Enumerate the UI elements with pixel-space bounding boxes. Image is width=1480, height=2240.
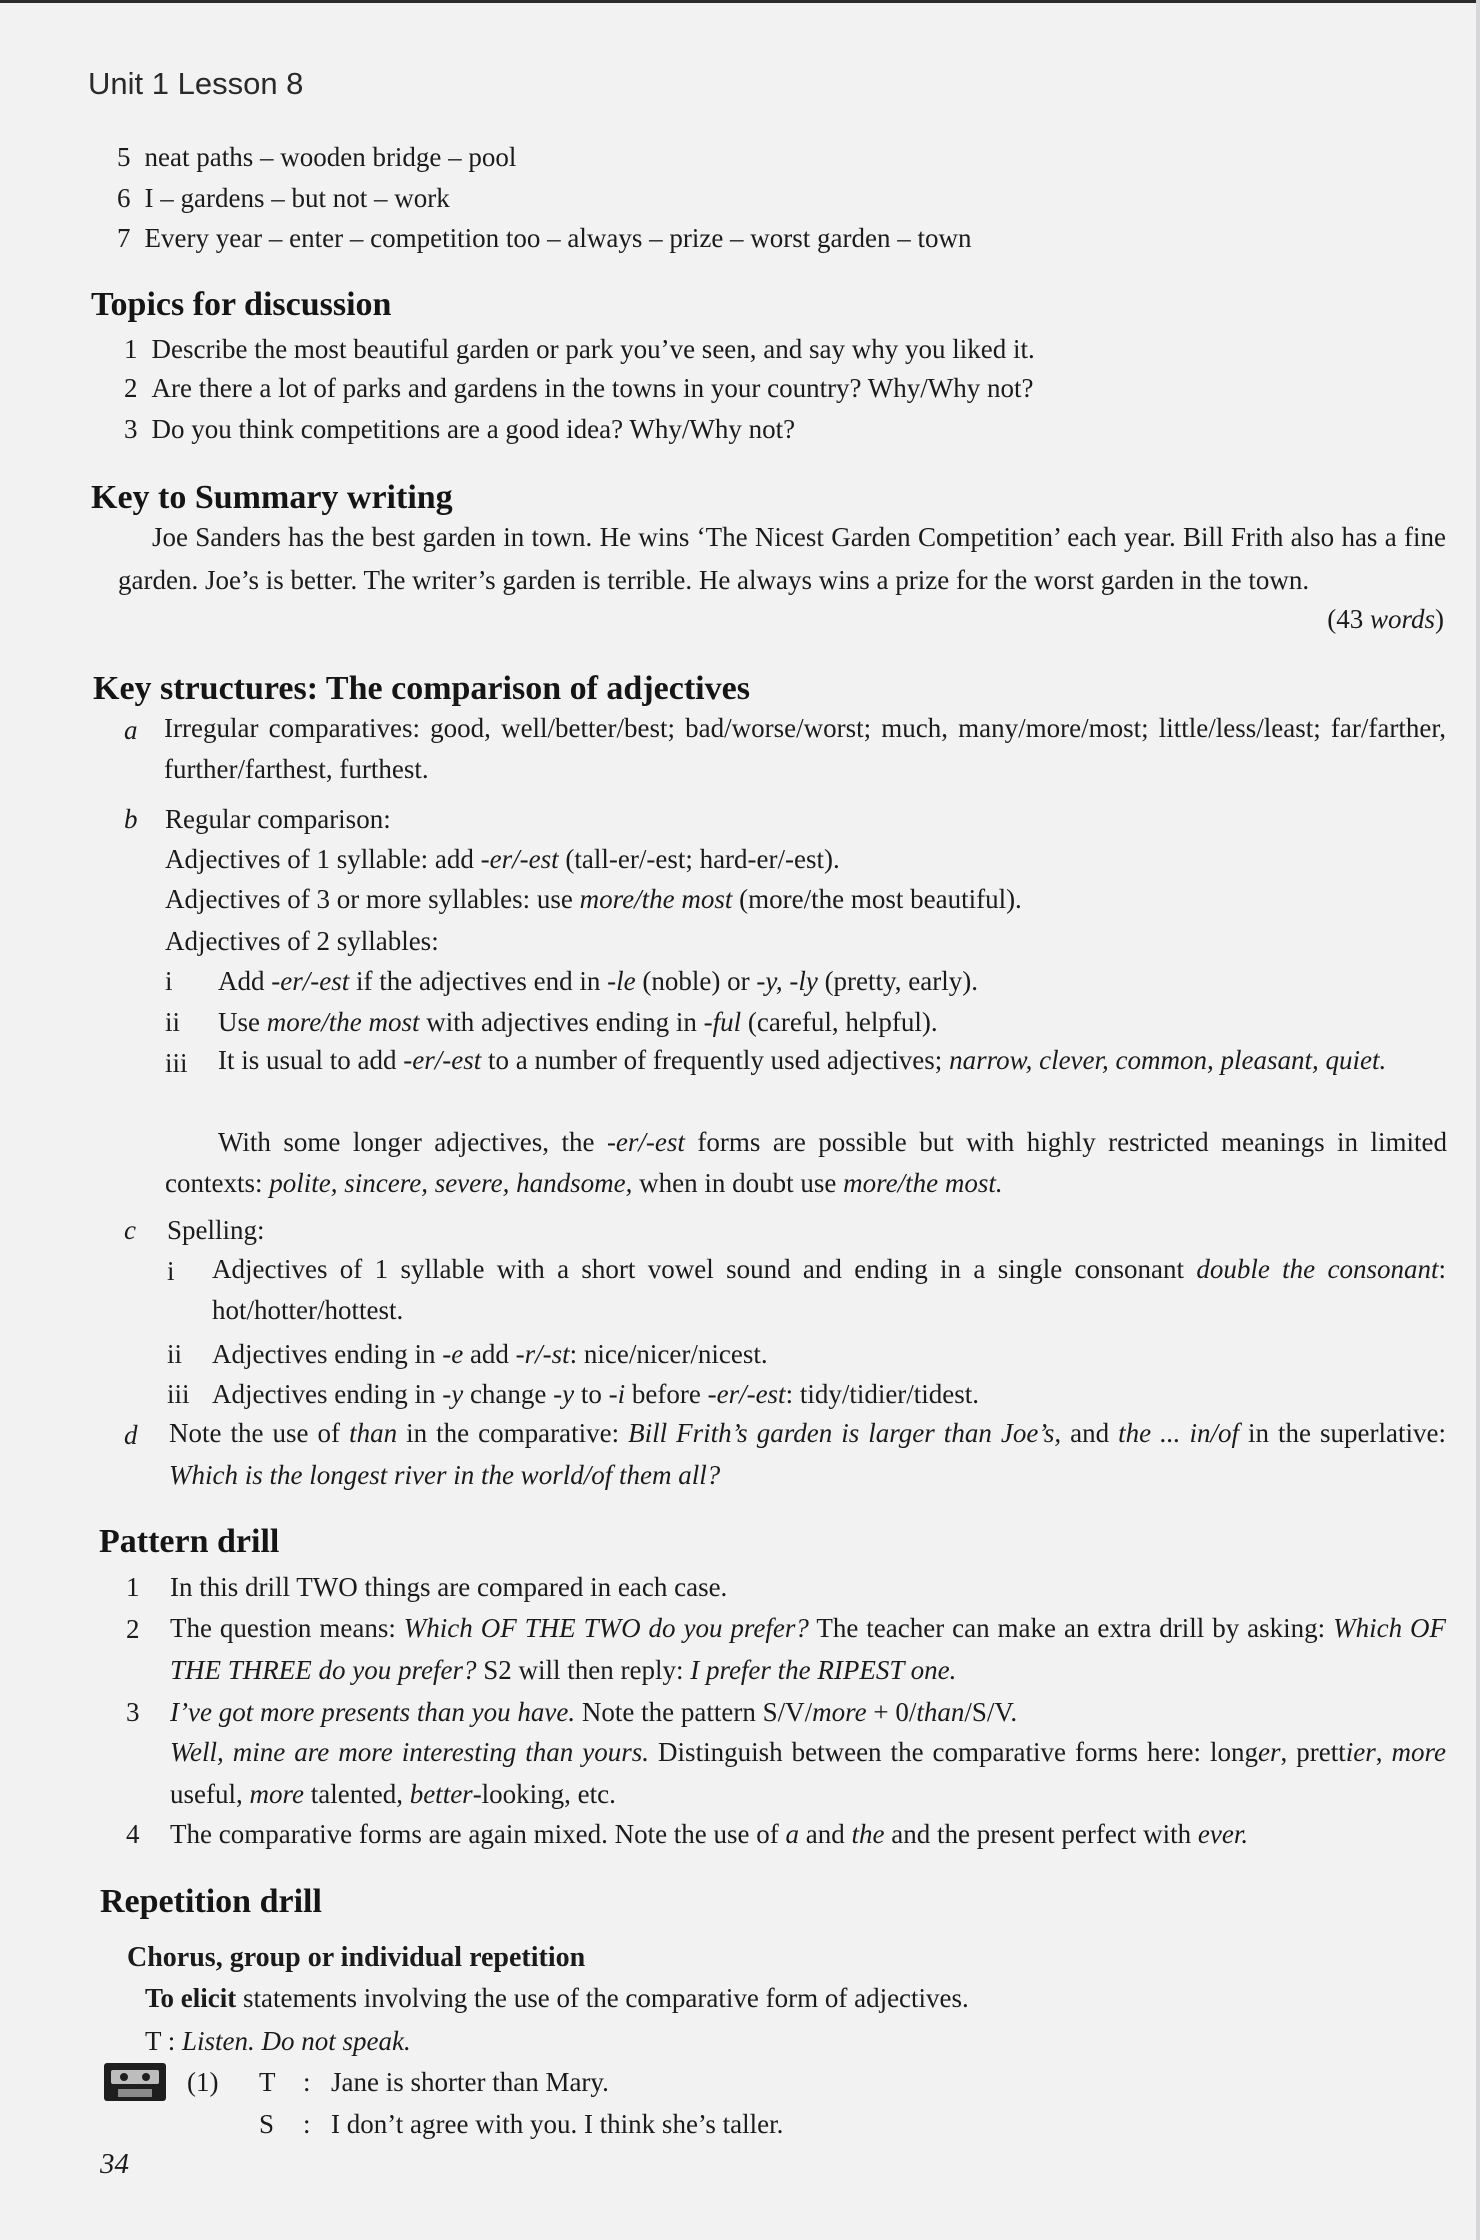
summary-heading: Key to Summary writing	[91, 479, 453, 516]
structure-b-line	[165, 842, 840, 876]
text: : nice/nicer/nicest.	[569, 1339, 768, 1369]
text: (pretty, early).	[817, 966, 978, 996]
text-italic: better	[409, 1779, 473, 1809]
structure-c-iii	[212, 1377, 979, 1411]
item-number: 3	[126, 1697, 140, 1727]
pattern-item-3	[170, 1695, 1017, 1729]
colon: :	[303, 2109, 311, 2139]
text: : tidy/tidier/tidest.	[785, 1379, 980, 1409]
text-italic: more	[249, 1779, 304, 1809]
text-italic: er	[1258, 1737, 1281, 1767]
text-italic: polite, sincere, severe, handsome,	[269, 1168, 633, 1198]
text: and the present perfect with	[884, 1819, 1198, 1849]
text: /S/V.	[964, 1697, 1018, 1727]
text: to	[574, 1379, 609, 1409]
item-letter: c	[124, 1215, 136, 1245]
text: Adjectives of 1 syllable: add	[165, 844, 481, 874]
text-italic: -er/-est	[403, 1045, 482, 1075]
repetition-heading: Repetition drill	[100, 1883, 322, 1920]
list-item	[124, 412, 795, 446]
pattern-item-1: In this drill TWO things are compared in each case.	[170, 1572, 728, 1602]
text: ,	[1375, 1737, 1392, 1767]
word-count	[1327, 602, 1444, 636]
cassette-tape-icon	[104, 2063, 166, 2101]
structures-heading: Key structures: The comparison of adjectives	[93, 670, 750, 707]
text-italic: ier	[1345, 1737, 1376, 1767]
item-letter: b	[124, 804, 138, 834]
text-italic: -er/-est	[271, 966, 350, 996]
text: Distinguish between the comparative forms here: long	[649, 1737, 1258, 1767]
colon: :	[303, 2067, 311, 2097]
item-number: 1	[126, 1572, 140, 1602]
structure-b-title: Regular comparison:	[165, 804, 391, 834]
topics-heading: Topics for discussion	[91, 286, 392, 323]
word-count-close: )	[1435, 604, 1444, 634]
roman-numeral: iii	[167, 1379, 190, 1409]
pattern-item-2	[170, 1607, 1446, 1691]
text-italic: -y	[442, 1379, 464, 1409]
text-italic: more	[812, 1697, 867, 1727]
text: : hot/hotter/hottest.	[212, 1254, 1446, 1325]
text-italic: -r/-st	[515, 1339, 570, 1369]
list-item	[124, 371, 1034, 405]
text-italic: -er/-est	[606, 1127, 685, 1157]
item-number: 4	[126, 1819, 140, 1849]
summary-paragraph: Joe Sanders has the best garden in town. He wins ‘The Nicest Garden Competition’ each year. Bill Frith also has a fine garden. Joe’s is better. The writer’s garden is terrible. He always wins a prize for the worst garden in the town.	[118, 522, 1446, 595]
item-text: I – gardens – but not – work	[144, 183, 450, 213]
text: talented,	[303, 1779, 410, 1809]
text-italic: more/the most	[266, 1007, 420, 1037]
structure-b-note	[165, 1122, 1447, 1204]
text: It is usual to add	[218, 1045, 404, 1075]
text: before	[625, 1379, 708, 1409]
text: Note the use of	[169, 1418, 350, 1448]
text-italic: Bill Frith’s garden is larger than Joe’s,	[628, 1418, 1062, 1448]
page-number: 34	[100, 2148, 129, 2180]
list-item	[117, 221, 972, 255]
item-number: 7	[117, 223, 131, 253]
text: Adjectives of 1 syllable with a short vowel sound and ending in a single consonant	[212, 1254, 1197, 1284]
text: and	[1061, 1418, 1119, 1448]
text: with adjectives ending in	[419, 1007, 704, 1037]
text-italic: -er/-est	[707, 1379, 786, 1409]
text-italic: than	[349, 1418, 398, 1448]
text: Use	[218, 1007, 267, 1037]
text-italic: ever.	[1197, 1819, 1249, 1849]
text: Adjectives of 3 or more syllables: use	[165, 884, 580, 914]
list-item	[117, 140, 516, 174]
structure-c-ii	[212, 1337, 768, 1371]
list-item	[124, 332, 1035, 366]
text: The teacher can make an extra drill by asking:	[808, 1613, 1334, 1643]
text-italic: -er/-est	[480, 844, 559, 874]
word-count-label: words	[1369, 604, 1435, 634]
running-header: Unit 1 Lesson 8	[88, 66, 304, 101]
text: The comparative forms are again mixed. Note the use of	[170, 1819, 786, 1849]
roman-numeral: iii	[165, 1048, 188, 1078]
text-italic: I prefer the RIPEST one.	[690, 1655, 957, 1685]
pattern-item-3-continued	[170, 1731, 1446, 1815]
text: when in doubt use	[632, 1168, 844, 1198]
text: The question means:	[170, 1613, 404, 1643]
text-italic: more/the most.	[843, 1168, 1003, 1198]
pattern-heading: Pattern drill	[99, 1523, 280, 1560]
roman-numeral: i	[167, 1256, 175, 1286]
teacher-line: Jane is shorter than Mary.	[331, 2067, 609, 2097]
text-italic: -ful	[703, 1007, 742, 1037]
text-italic: Well, mine are more interesting than yours.	[170, 1737, 650, 1767]
text-italic: -le	[607, 966, 636, 996]
text-italic: double the consonant	[1196, 1254, 1439, 1284]
text: (careful, helpful).	[741, 1007, 938, 1037]
item-number: 6	[117, 183, 131, 213]
text: (noble) or	[635, 966, 757, 996]
text: , prett	[1280, 1737, 1346, 1767]
structure-a-text: Irregular comparatives: good, well/better/best; bad/worse/worst; much, many/more/most; little/less/least; far/farther, further/farthest, furthest.	[164, 713, 1446, 784]
text-italic: -e	[442, 1339, 464, 1369]
structure-c-i	[212, 1249, 1446, 1331]
text: Note the pattern S/V/	[575, 1697, 813, 1727]
word-count-number: (43	[1327, 604, 1364, 634]
text-italic: Which OF THE THREE do you prefer?	[170, 1613, 1447, 1685]
item-number: 2	[126, 1614, 140, 1644]
item-number: 3	[124, 414, 138, 444]
text: in the superlative:	[1238, 1418, 1446, 1448]
speaker-student: S	[259, 2109, 275, 2139]
structure-c-title: Spelling:	[167, 1215, 265, 1245]
roman-numeral: ii	[165, 1007, 181, 1037]
text-italic: Listen. Do not speak.	[182, 2026, 411, 2056]
roman-numeral: ii	[167, 1339, 183, 1369]
item-number: 2	[124, 373, 138, 403]
text: (tall-er/-est; hard-er/-est).	[558, 844, 840, 874]
text: + 0/	[866, 1697, 917, 1727]
text: statements involving the use of the comparative form of adjectives.	[236, 1983, 969, 2013]
text: add	[463, 1339, 516, 1369]
speaker-teacher: T	[259, 2067, 276, 2097]
text-italic: I’ve got more presents than you have.	[170, 1697, 576, 1727]
text-italic: Which OF THE TWO do you prefer?	[403, 1613, 809, 1643]
text: to a number of frequently used adjectives;	[481, 1045, 950, 1075]
text-italic: a	[785, 1819, 800, 1849]
structure-b-iii	[165, 1040, 1447, 1081]
item-text: Describe the most beautiful garden or park you’ve seen, and say why you liked it.	[151, 334, 1035, 364]
repetition-subheading: Chorus, group or individual repetition	[127, 1942, 586, 1973]
text: With some longer adjectives, the	[218, 1127, 607, 1157]
text: Adjectives ending in	[212, 1379, 443, 1409]
text: (more/the most beautiful).	[732, 884, 1022, 914]
text: and	[799, 1819, 852, 1849]
item-number: 5	[117, 142, 131, 172]
item-text: Are there a lot of parks and gardens in the towns in your country? Why/Why not?	[151, 373, 1034, 403]
text-italic: more	[1391, 1737, 1447, 1767]
text-italic: -y	[553, 1379, 575, 1409]
text-italic: the	[851, 1819, 885, 1849]
text: forms are possible but with highly restricted meanings in limited contexts:	[165, 1127, 1448, 1198]
text-italic: more/the most	[579, 884, 733, 914]
text: S2 will then reply:	[476, 1655, 691, 1685]
pattern-item-4	[170, 1817, 1248, 1851]
text: change	[463, 1379, 554, 1409]
list-item	[117, 181, 450, 215]
example-number: (1)	[187, 2067, 219, 2097]
item-letter: d	[124, 1420, 138, 1450]
text: in the comparative:	[397, 1418, 629, 1448]
item-text: Every year – enter – competition too – always – prize – worst garden – town	[144, 223, 972, 253]
text: Add	[218, 966, 272, 996]
roman-numeral: i	[165, 966, 173, 996]
text: T :	[145, 2026, 183, 2056]
elicit-line	[145, 1981, 969, 2015]
text-italic: narrow, clever, common, pleasant, quiet.	[949, 1045, 1387, 1075]
structure-d-text	[169, 1412, 1446, 1496]
text-italic: -y, -ly	[756, 966, 818, 996]
text-italic: Which is the longest river in the world/of them all?	[169, 1460, 721, 1490]
teacher-instruction	[145, 2024, 411, 2058]
text: useful,	[170, 1779, 250, 1809]
structure-b-line: Adjectives of 2 syllables:	[165, 926, 439, 956]
structure-b-line	[165, 882, 1022, 916]
item-text: Do you think competitions are a good idea? Why/Why not?	[151, 414, 796, 444]
structure-b-ii	[218, 1005, 938, 1039]
text-italic: than	[916, 1697, 965, 1727]
text-italic: the ... in/of	[1118, 1418, 1239, 1448]
text: if the adjectives end in	[349, 966, 608, 996]
text-bold: To elicit	[145, 1983, 237, 2013]
item-text: neat paths – wooden bridge – pool	[144, 142, 517, 172]
item-letter: a	[124, 715, 138, 745]
item-number: 1	[124, 334, 138, 364]
text: -looking, etc.	[472, 1779, 616, 1809]
text: Adjectives ending in	[212, 1339, 443, 1369]
student-line: I don’t agree with you. I think she’s taller.	[331, 2109, 784, 2139]
structure-b-i	[218, 964, 978, 998]
text-italic: -i	[608, 1379, 626, 1409]
